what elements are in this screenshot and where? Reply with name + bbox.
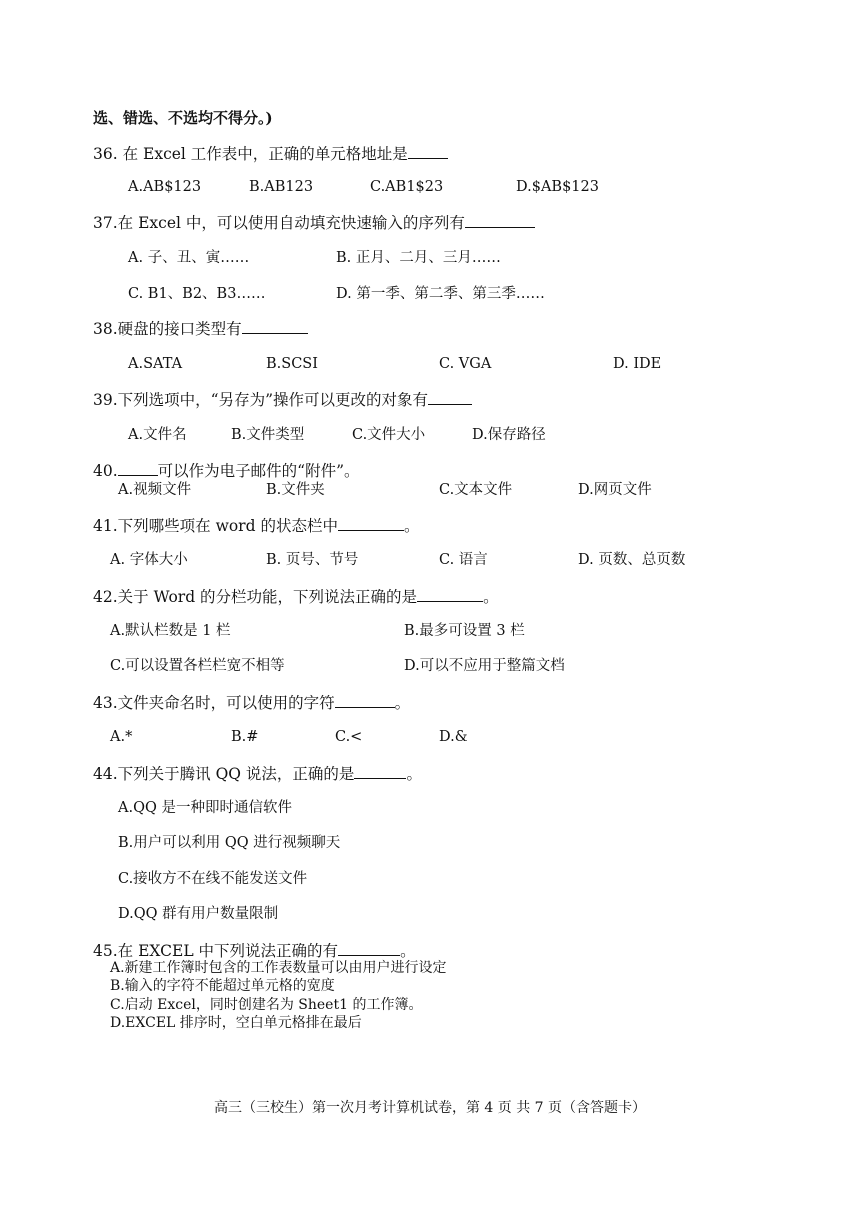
option-c: C.可以设置各栏栏宽不相等	[110, 658, 285, 674]
question-stem: 在 EXCEL 中下列说法正确的有	[117, 942, 339, 960]
option-a: A.SATA	[128, 356, 183, 372]
option-a: A.默认栏数是 1 栏	[110, 623, 231, 639]
question-36	[93, 143, 448, 164]
option-b: B.文件夹	[266, 482, 325, 498]
option-c: C.启动 Excel，同时创建名为 Sheet1 的工作簿。	[110, 997, 423, 1013]
option-b: B.用户可以利用 QQ 进行视频聊天	[118, 835, 341, 851]
option-d: D. 第一季、第二季、第三季……	[336, 286, 545, 302]
option-b: B.AB123	[249, 179, 314, 195]
question-number: 38.	[93, 320, 118, 338]
question-stem: 在 Excel 中，可以使用自动填充快速输入的序列有	[117, 214, 465, 232]
question-37	[93, 212, 535, 233]
answer-blank	[465, 212, 535, 228]
question-number: 41.	[93, 517, 118, 535]
question-43	[93, 692, 410, 713]
option-d: D.$AB$123	[516, 179, 599, 195]
question-44	[93, 763, 422, 784]
question-42	[93, 586, 499, 607]
answer-blank	[428, 389, 472, 405]
option-b: B.#	[231, 729, 259, 745]
option-a: A.视频文件	[118, 482, 192, 498]
option-d: D.QQ 群有用户数量限制	[118, 906, 279, 922]
option-d: D. IDE	[613, 356, 662, 372]
option-c: C. B1、B2、B3……	[128, 286, 266, 302]
question-38	[93, 318, 308, 339]
answer-blank	[408, 143, 448, 159]
question-stem: 硬盘的接口类型有	[117, 320, 242, 338]
question-45	[93, 940, 416, 961]
option-b: B.最多可设置 3 栏	[404, 623, 525, 639]
option-b: B. 正月、二月、三月……	[336, 250, 501, 266]
option-a: A. 字体大小	[110, 552, 188, 568]
question-suffix: 。	[400, 942, 416, 960]
option-d: D.EXCEL 排序时，空白单元格排在最后	[110, 1015, 362, 1031]
answer-blank	[335, 692, 395, 708]
option-b: B.输入的字符不能超过单元格的宽度	[110, 978, 335, 994]
question-suffix: 。	[483, 588, 499, 606]
option-c: C.AB1$23	[370, 179, 444, 195]
question-number: 45.	[93, 942, 118, 960]
option-a: A.新建工作簿时包含的工作表数量可以由用户进行设定	[110, 960, 447, 976]
section-note: 选、错选、不选均不得分。)	[93, 109, 273, 127]
option-c: C. 语言	[439, 552, 488, 568]
question-number: 43.	[93, 694, 118, 712]
option-b: B.文件类型	[231, 427, 305, 443]
answer-blank	[417, 586, 483, 602]
option-d: D.网页文件	[578, 482, 652, 498]
question-suffix: 。	[406, 765, 422, 783]
question-39	[93, 389, 472, 410]
option-d: D.可以不应用于整篇文档	[404, 658, 565, 674]
option-d: D.保存路径	[472, 427, 546, 443]
answer-blank	[118, 460, 158, 476]
option-a: A.AB$123	[128, 179, 202, 195]
answer-blank	[354, 763, 406, 779]
page-footer: 高三（三校生）第一次月考计算机试卷，第 4 页 共 7 页（含答题卡）	[213, 1100, 647, 1116]
option-d: D. 页数、总页数	[578, 552, 686, 568]
option-c: C.<	[335, 729, 363, 745]
option-d: D.&	[439, 729, 468, 745]
question-stem: 下列选项中，“另存为”操作可以更改的对象有	[117, 391, 429, 409]
question-stem: 下列哪些项在 word 的状态栏中	[117, 517, 338, 535]
question-suffix: 。	[403, 517, 420, 535]
option-c: C. VGA	[439, 356, 492, 372]
question-suffix: 。	[394, 694, 411, 712]
option-b: B.SCSI	[266, 356, 318, 372]
option-c: C.文本文件	[439, 482, 513, 498]
question-stem: 下列关于腾讯 QQ 说法，正确的是	[117, 765, 355, 783]
question-stem: 在 Excel 工作表中，正确的单元格地址是	[117, 145, 408, 163]
option-c: C.文件大小	[352, 427, 426, 443]
question-stem: 文件夹命名时，可以使用的字符	[117, 694, 335, 712]
question-number: 36.	[93, 145, 118, 163]
question-41	[93, 515, 419, 536]
question-number: 39.	[93, 391, 118, 409]
question-number: 42.	[93, 588, 118, 606]
answer-blank	[242, 318, 308, 334]
question-number: 40.	[93, 462, 118, 480]
question-number: 37.	[93, 214, 118, 232]
option-b: B. 页号、节号	[266, 552, 359, 568]
question-stem: 关于 Word 的分栏功能，下列说法正确的是	[117, 588, 418, 606]
question-number: 44.	[93, 765, 118, 783]
answer-blank	[338, 515, 404, 531]
question-stem: 可以作为电子邮件的“附件”。	[157, 462, 360, 480]
option-a: A.QQ 是一种即时通信软件	[118, 800, 292, 816]
answer-blank	[338, 940, 400, 956]
option-a: A.*	[110, 729, 133, 745]
question-40	[93, 460, 360, 481]
option-a: A. 子、丑、寅……	[128, 250, 250, 266]
option-c: C.接收方不在线不能发送文件	[118, 871, 308, 887]
option-a: A.文件名	[128, 427, 187, 443]
